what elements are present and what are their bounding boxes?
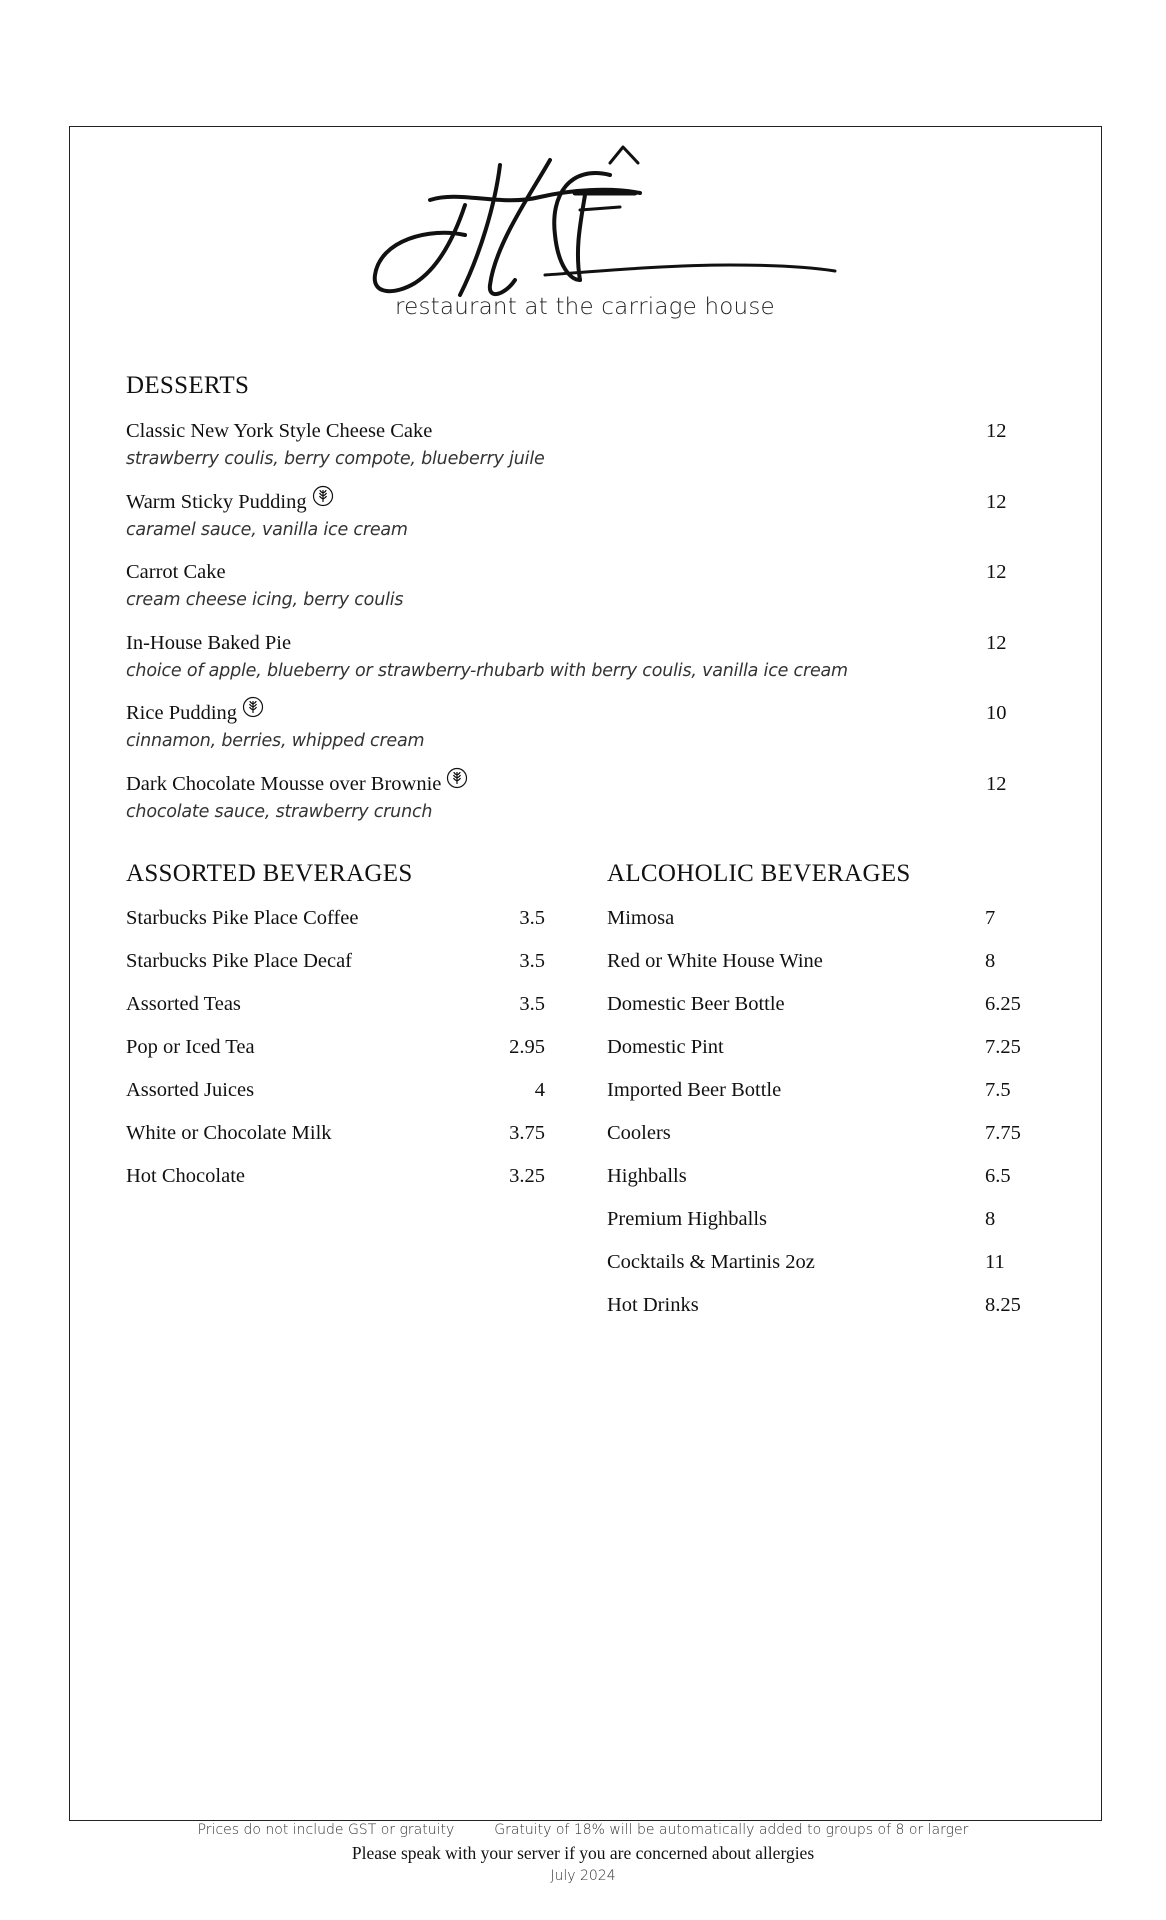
alcoholic-beverage-item [607,1251,1067,1281]
beverage-name: Starbucks Pike Place Coffee [126,907,359,929]
beverage-price: 7 [985,907,996,929]
alcoholic-beverage-item [607,907,1067,937]
beverage-price: 7.5 [985,1079,1011,1101]
assorted-beverage-item [126,1122,545,1152]
assorted-beverage-item [126,993,545,1023]
beverage-price: 7.25 [985,1036,1021,1058]
beverage-price: 3.25 [509,1165,545,1187]
dessert-description: cinnamon, berries, whipped cream [126,731,425,751]
dessert-name-text: Warm Sticky Pudding [126,490,307,513]
beverage-name: Imported Beer Bottle [607,1079,782,1101]
alcoholic-beverage-item [607,1165,1067,1195]
dessert-description: chocolate sauce, strawberry crunch [126,801,433,822]
gratuity-note: Gratuity of 18% will be automatically added to groups of 8 or larger [494,1822,969,1838]
restaurant-tagline: restaurant at the carriage house [395,294,775,320]
alcoholic-beverage-item [607,950,1067,980]
beverage-name: Coolers [607,1122,671,1144]
dessert-item [126,561,1016,621]
beverage-name: Cocktails & Martinis 2oz [607,1251,815,1273]
dessert-item [126,702,1016,762]
alcoholic-beverage-item [607,1036,1067,1066]
beverage-name: Domestic Pint [607,1036,724,1058]
assorted-beverage-item [126,1036,545,1066]
gluten-free-icon [242,696,264,718]
beverage-name: Hot Drinks [607,1294,699,1316]
beverage-price: 7.75 [985,1122,1021,1144]
assorted-beverage-item [126,1079,545,1109]
dessert-name-text: In-House Baked Pie [126,631,292,654]
dessert-description: cream cheese icing, berry coulis [126,590,404,610]
dessert-price: 10 [986,702,1007,724]
beverage-name: Highballs [607,1165,687,1187]
dessert-name [126,561,226,584]
beverage-price: 3.5 [519,907,545,929]
dessert-price: 12 [986,490,1007,513]
dessert-price: 12 [986,772,1007,795]
dessert-name [126,702,264,725]
alcoholic-beverage-item [607,1079,1067,1109]
beverage-name: Domestic Beer Bottle [607,993,785,1015]
dessert-name [126,491,334,514]
assorted-beverage-item [126,1165,545,1195]
dessert-name-text: Classic New York Style Cheese Cake [126,420,433,442]
beverage-price: 6.25 [985,993,1021,1015]
dessert-item [126,632,1016,692]
dessert-item [126,491,1016,551]
assorted-beverage-item [126,950,545,980]
dessert-price: 12 [986,631,1007,654]
beverage-name: Mimosa [607,907,675,929]
dessert-price: 12 [986,561,1007,583]
beverage-name: Red or White House Wine [607,950,823,972]
dessert-description: strawberry coulis, berry compote, blueberry juile [126,449,545,469]
beverage-price: 8 [985,1208,996,1230]
alcoholic-beverage-item [607,1122,1067,1152]
beverage-price: 3.5 [519,950,545,972]
alcoholic-beverage-item [607,1208,1067,1238]
alcoholic-beverage-item [607,1294,1067,1324]
beverage-name: Starbucks Pike Place Decaf [126,950,352,972]
dessert-description: choice of apple, blueberry or strawberry-rhubarb with berry coulis, vanilla ice cream [126,660,848,681]
beverage-name: Assorted Teas [126,993,241,1015]
dessert-name-text: Carrot Cake [126,561,226,583]
desserts-heading: DESSERTS [126,372,250,399]
beverage-price: 8 [985,950,996,972]
assorted-beverages-heading: ASSORTED BEVERAGES [126,860,413,887]
gluten-free-icon [312,485,334,507]
dessert-item [126,773,1016,833]
dessert-price: 12 [986,420,1007,442]
beverage-price: 2.95 [509,1036,545,1058]
beverage-name: White or Chocolate Milk [126,1122,332,1144]
assorted-beverage-item [126,907,545,937]
dessert-description: caramel sauce, vanilla ice cream [126,519,408,540]
beverage-name: Assorted Juices [126,1079,255,1101]
beverage-price: 3.5 [519,993,545,1015]
beverage-name: Premium Highballs [607,1208,768,1230]
dessert-name-text: Dark Chocolate Mousse over Brownie [126,772,442,795]
dessert-name [126,420,432,443]
gluten-free-icon [446,767,468,789]
beverage-price: 6.5 [985,1165,1011,1187]
beverage-price: 3.75 [509,1122,545,1144]
menu-date: July 2024 [550,1868,616,1884]
dessert-name [126,773,468,796]
beverage-price: 11 [985,1251,1005,1273]
dessert-item [126,420,1016,480]
beverage-name: Hot Chocolate [126,1165,245,1187]
beverage-price: 8.25 [985,1294,1021,1316]
footer-notes [0,1822,1166,1838]
allergy-note: Please speak with your server if you are concerned about allergies [351,1843,815,1863]
beverage-name: Pop or Iced Tea [126,1036,255,1058]
dessert-name-text: Rice Pudding [126,702,238,724]
alcoholic-beverages-heading: ALCOHOLIC BEVERAGES [607,860,911,887]
alcoholic-beverage-item [607,993,1067,1023]
dessert-name [126,632,291,655]
beverage-price: 4 [534,1079,545,1101]
gst-note: Prices do not include GST or gratuity [197,1822,455,1838]
